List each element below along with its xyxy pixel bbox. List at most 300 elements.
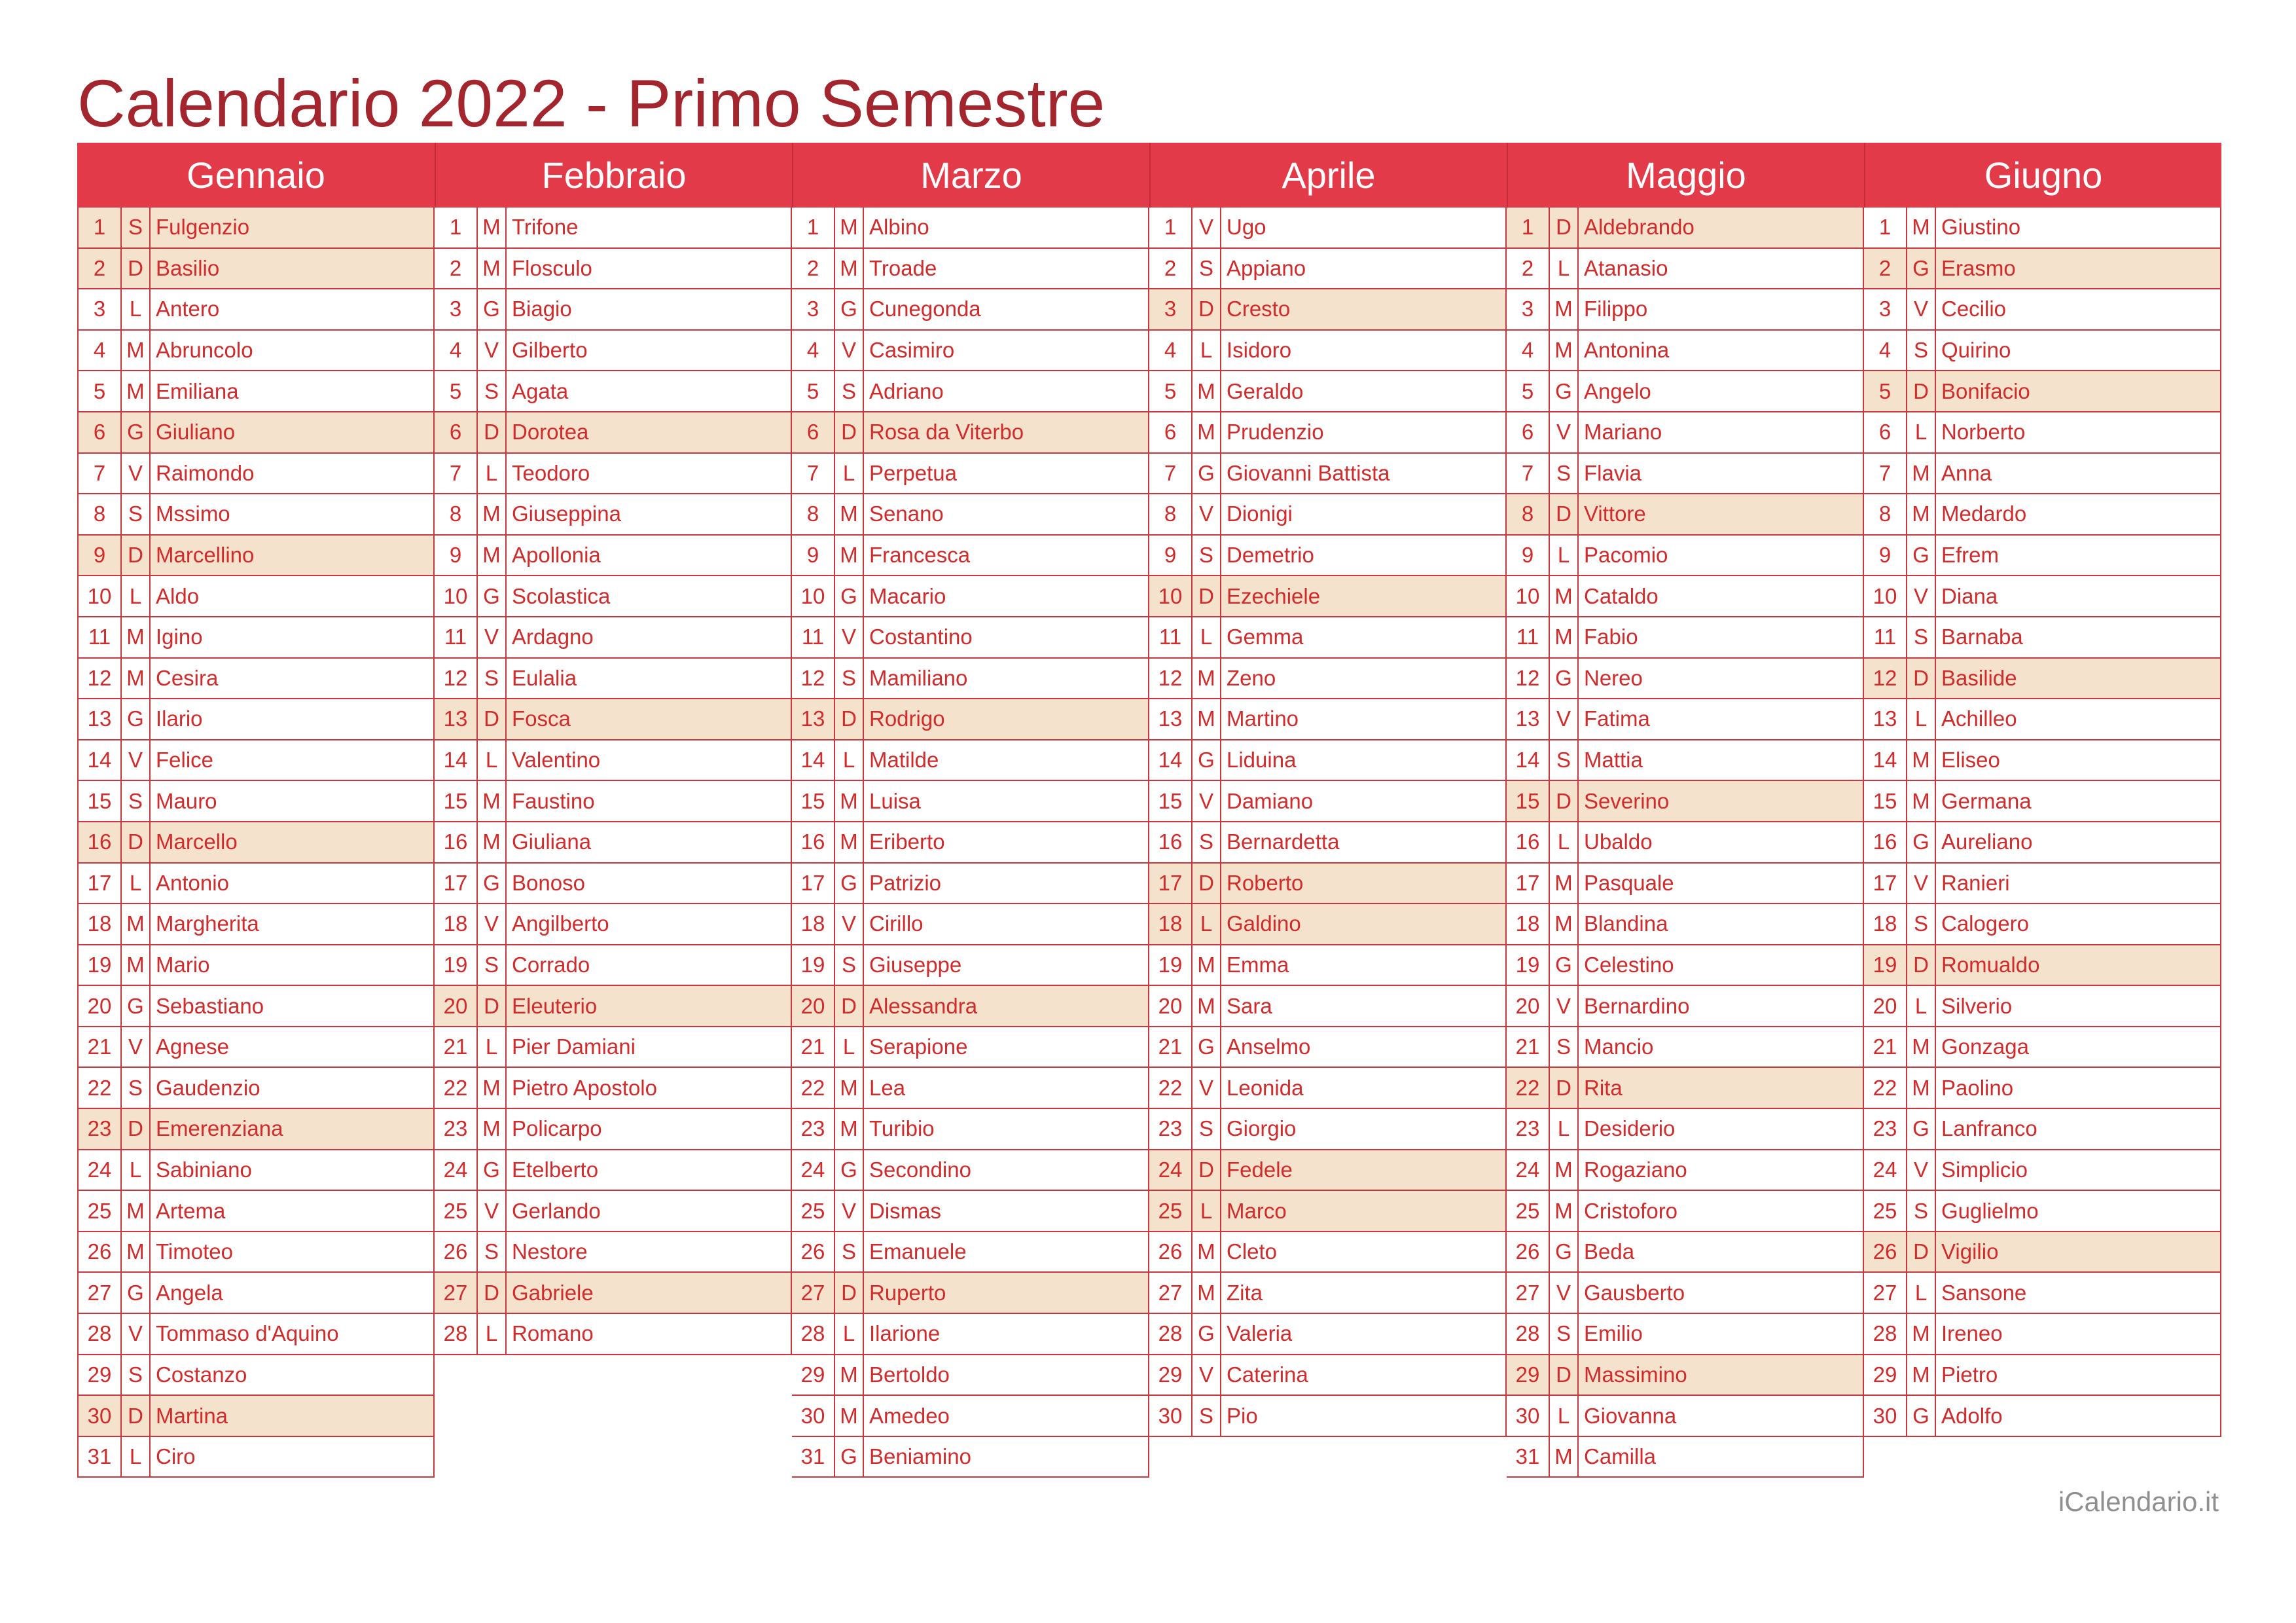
weekday-letter: D xyxy=(122,1396,151,1436)
day-row xyxy=(792,576,1149,617)
weekday-letter: G xyxy=(1907,1396,1936,1436)
weekday-letter: M xyxy=(1193,986,1221,1026)
weekday-letter: M xyxy=(1907,1068,1936,1108)
weekday-letter: S xyxy=(478,371,507,411)
weekday-letter: D xyxy=(478,986,507,1026)
weekday-letter: M xyxy=(478,536,507,575)
weekday-letter: D xyxy=(122,822,151,862)
month-column xyxy=(792,143,1149,1478)
day-number: 19 xyxy=(1507,945,1550,985)
saint-name: Artema xyxy=(156,1198,226,1223)
day-row xyxy=(792,454,1149,495)
day-row xyxy=(1864,699,2221,740)
weekday-letter: V xyxy=(1550,1273,1579,1313)
day-row xyxy=(792,986,1149,1027)
weekday-letter: M xyxy=(835,822,864,862)
saint-name: Fulgenzio xyxy=(156,215,250,240)
day-number: 4 xyxy=(435,331,478,371)
weekday-letter: L xyxy=(835,454,864,494)
weekday-letter: M xyxy=(122,617,151,657)
saint-name: Appiano xyxy=(1227,255,1306,280)
day-row xyxy=(1507,331,1864,372)
saint-name: Beda xyxy=(1584,1239,1635,1264)
saint-name: Barnaba xyxy=(1941,625,2023,649)
saint-name: Corrado xyxy=(512,952,590,977)
saint-name: Costanzo xyxy=(156,1362,247,1387)
saint-name: Marco xyxy=(1227,1198,1287,1223)
day-number: 15 xyxy=(1149,781,1193,821)
day-row xyxy=(77,289,435,331)
weekday-letter: G xyxy=(1193,454,1221,494)
weekday-letter: L xyxy=(478,454,507,494)
weekday-letter: M xyxy=(1550,904,1579,944)
day-row xyxy=(1864,740,2221,782)
day-row xyxy=(1507,371,1864,412)
saint-name: Beniamino xyxy=(869,1444,971,1469)
day-number: 19 xyxy=(435,945,478,985)
day-number: 6 xyxy=(792,412,835,452)
month-column xyxy=(1507,143,1864,1478)
saint-name: Pio xyxy=(1227,1403,1258,1428)
day-number: 2 xyxy=(1507,249,1550,289)
weekday-letter: G xyxy=(1907,249,1936,289)
weekday-letter: M xyxy=(835,494,864,534)
saint-name: Macario xyxy=(869,583,946,608)
day-number: 14 xyxy=(1149,740,1193,780)
day-row xyxy=(1507,1396,1864,1437)
weekday-letter: V xyxy=(1193,1355,1221,1395)
day-number: 5 xyxy=(1507,371,1550,411)
day-number: 22 xyxy=(1507,1068,1550,1108)
saint-name: Agata xyxy=(512,378,569,403)
day-number: 2 xyxy=(435,249,478,289)
saint-name: Erasmo xyxy=(1941,255,2016,280)
day-number: 8 xyxy=(435,494,478,534)
weekday-letter: M xyxy=(1550,1150,1579,1190)
weekday-letter: L xyxy=(1550,822,1579,862)
saint-name: Marcellino xyxy=(156,543,255,568)
weekday-letter: G xyxy=(835,576,864,616)
weekday-letter: M xyxy=(478,494,507,534)
saint-name: Antero xyxy=(156,297,220,321)
day-row xyxy=(1149,1027,1507,1068)
day-number: 23 xyxy=(435,1109,478,1149)
day-row xyxy=(1149,617,1507,659)
saint-name: Nereo xyxy=(1584,665,1643,690)
day-number: 1 xyxy=(792,208,835,247)
day-number: 30 xyxy=(1507,1396,1550,1436)
weekday-letter: M xyxy=(1907,494,1936,534)
day-number: 27 xyxy=(435,1273,478,1313)
day-row xyxy=(77,412,435,454)
day-row xyxy=(792,1109,1149,1150)
day-row xyxy=(77,1273,435,1314)
day-row xyxy=(1864,1068,2221,1109)
saint-name: Giorgio xyxy=(1227,1116,1297,1141)
weekday-letter: M xyxy=(122,1232,151,1272)
day-number: 15 xyxy=(1507,781,1550,821)
day-row xyxy=(1507,536,1864,577)
saint-name: Quirino xyxy=(1941,338,2011,363)
day-row xyxy=(792,945,1149,987)
weekday-letter: V xyxy=(1193,781,1221,821)
day-row xyxy=(1507,945,1864,987)
day-row xyxy=(435,331,792,372)
saint-name: Valentino xyxy=(512,748,601,773)
day-row xyxy=(792,1314,1149,1355)
day-row xyxy=(792,289,1149,331)
weekday-letter: M xyxy=(1550,576,1579,616)
day-row xyxy=(1507,208,1864,249)
day-row xyxy=(1864,1355,2221,1396)
weekday-letter: M xyxy=(1550,617,1579,657)
weekday-letter: M xyxy=(122,1191,151,1231)
day-row xyxy=(1507,1314,1864,1355)
day-row xyxy=(792,699,1149,740)
day-row xyxy=(1864,1314,2221,1355)
weekday-letter: M xyxy=(1907,781,1936,821)
weekday-letter: M xyxy=(478,1068,507,1108)
day-row xyxy=(1149,454,1507,495)
day-row xyxy=(77,536,435,577)
saint-name: Sabiniano xyxy=(156,1157,252,1182)
day-number: 17 xyxy=(1864,864,1907,903)
day-number: 12 xyxy=(1149,659,1193,699)
day-row xyxy=(1507,617,1864,659)
saint-name: Pier Damiani xyxy=(512,1034,636,1059)
saint-name: Ciro xyxy=(156,1444,196,1469)
day-row xyxy=(1149,1109,1507,1150)
weekday-letter: S xyxy=(1550,1314,1579,1354)
day-row xyxy=(1507,1109,1864,1150)
weekday-letter: V xyxy=(122,740,151,780)
saint-name: Margherita xyxy=(156,911,259,936)
day-row xyxy=(77,208,435,249)
saint-name: Pietro xyxy=(1941,1362,1998,1387)
month-header: Maggio xyxy=(1507,143,1864,208)
day-number: 11 xyxy=(1864,617,1907,657)
saint-name: Zeno xyxy=(1227,665,1276,690)
weekday-letter: G xyxy=(1550,371,1579,411)
day-row xyxy=(435,454,792,495)
day-number: 19 xyxy=(1149,945,1193,985)
day-number: 8 xyxy=(79,494,122,534)
day-row xyxy=(77,576,435,617)
saint-name: Dorotea xyxy=(512,420,589,445)
day-number: 25 xyxy=(1507,1191,1550,1231)
saint-name: Roberto xyxy=(1227,870,1304,895)
weekday-letter: L xyxy=(122,576,151,616)
weekday-letter: V xyxy=(835,331,864,371)
weekday-letter: V xyxy=(1193,1068,1221,1108)
day-row xyxy=(1149,1396,1507,1437)
weekday-letter: S xyxy=(1193,1396,1221,1436)
day-number: 3 xyxy=(792,289,835,329)
day-number: 10 xyxy=(435,576,478,616)
day-number: 28 xyxy=(1864,1314,1907,1354)
day-number: 7 xyxy=(79,454,122,494)
day-row xyxy=(1507,781,1864,822)
saint-name: Felice xyxy=(156,748,214,773)
day-number: 11 xyxy=(1149,617,1193,657)
saint-name: Blandina xyxy=(1584,911,1668,936)
weekday-letter: M xyxy=(122,371,151,411)
saint-name: Trifone xyxy=(512,215,579,240)
day-row xyxy=(792,208,1149,249)
weekday-letter: S xyxy=(1907,617,1936,657)
saint-name: Giovanni Battista xyxy=(1227,460,1390,485)
saint-name: Giuseppe xyxy=(869,952,962,977)
weekday-letter: M xyxy=(478,249,507,289)
day-number: 20 xyxy=(79,986,122,1026)
day-number: 2 xyxy=(792,249,835,289)
day-number: 16 xyxy=(1507,822,1550,862)
month-header: Febbraio xyxy=(435,143,792,208)
day-number: 28 xyxy=(79,1314,122,1354)
day-row xyxy=(77,1109,435,1150)
weekday-letter: S xyxy=(835,945,864,985)
day-row xyxy=(435,1273,792,1314)
day-number: 30 xyxy=(1864,1396,1907,1436)
saint-name: Dismas xyxy=(869,1198,942,1223)
weekday-letter: V xyxy=(478,1191,507,1231)
day-number: 16 xyxy=(792,822,835,862)
day-number: 27 xyxy=(79,1273,122,1313)
day-row xyxy=(1507,1068,1864,1109)
day-number: 31 xyxy=(79,1437,122,1477)
weekday-letter: G xyxy=(1550,659,1579,699)
saint-name: Mario xyxy=(156,952,210,977)
saint-name: Ilario xyxy=(156,706,203,731)
month-column xyxy=(1864,143,2221,1437)
weekday-letter: L xyxy=(122,864,151,903)
weekday-letter: L xyxy=(122,1437,151,1477)
day-row xyxy=(1149,576,1507,617)
day-number: 20 xyxy=(1864,986,1907,1026)
day-row xyxy=(77,617,435,659)
saint-name: Adolfo xyxy=(1941,1403,2003,1428)
day-number: 25 xyxy=(1864,1191,1907,1231)
saint-name: Basilio xyxy=(156,255,220,280)
day-row xyxy=(1864,864,2221,905)
day-row xyxy=(77,822,435,864)
saint-name: Efrem xyxy=(1941,543,2000,568)
day-row xyxy=(1149,1232,1507,1273)
weekday-letter: V xyxy=(1550,986,1579,1026)
weekday-letter: G xyxy=(1907,822,1936,862)
saint-name: Caterina xyxy=(1227,1362,1308,1387)
day-row xyxy=(435,289,792,331)
saint-name: Nestore xyxy=(512,1239,588,1264)
saint-name: Emma xyxy=(1227,952,1289,977)
day-row xyxy=(1149,1314,1507,1355)
saint-name: Emerenziana xyxy=(156,1116,283,1141)
day-row xyxy=(1149,822,1507,864)
weekday-letter: V xyxy=(835,1191,864,1231)
saint-name: Ubaldo xyxy=(1584,830,1653,854)
day-number: 27 xyxy=(1864,1273,1907,1313)
weekday-letter: D xyxy=(1193,864,1221,903)
day-row xyxy=(77,1232,435,1273)
saint-name: Biagio xyxy=(512,297,572,321)
saint-name: Serapione xyxy=(869,1034,968,1059)
day-number: 20 xyxy=(1507,986,1550,1026)
saint-name: Angelo xyxy=(1584,378,1651,403)
day-row xyxy=(792,617,1149,659)
weekday-letter: M xyxy=(1550,289,1579,329)
saint-name: Vigilio xyxy=(1941,1239,1999,1264)
saint-name: Ardagno xyxy=(512,625,594,649)
weekday-letter: S xyxy=(1907,904,1936,944)
day-row xyxy=(1864,249,2221,290)
day-number: 9 xyxy=(1149,536,1193,575)
weekday-letter: G xyxy=(1907,536,1936,575)
weekday-letter: V xyxy=(122,454,151,494)
day-number: 3 xyxy=(1149,289,1193,329)
saint-name: Antonina xyxy=(1584,338,1670,363)
saint-name: Agnese xyxy=(156,1034,229,1059)
day-number: 17 xyxy=(79,864,122,903)
weekday-letter: G xyxy=(835,289,864,329)
day-number: 13 xyxy=(79,699,122,739)
day-list xyxy=(1149,208,1507,1437)
weekday-letter: S xyxy=(122,781,151,821)
saint-name: Isidoro xyxy=(1227,338,1292,363)
weekday-letter: M xyxy=(1907,1355,1936,1395)
saint-name: Abruncolo xyxy=(156,338,253,363)
weekday-letter: D xyxy=(1907,659,1936,699)
weekday-letter: L xyxy=(1550,249,1579,289)
day-row xyxy=(435,412,792,454)
saint-name: Medardo xyxy=(1941,501,2027,526)
weekday-letter: G xyxy=(835,1437,864,1477)
day-row xyxy=(1507,1232,1864,1273)
saint-name: Cataldo xyxy=(1584,583,1659,608)
day-number: 17 xyxy=(1507,864,1550,903)
saint-name: Teodoro xyxy=(512,460,590,485)
day-number: 16 xyxy=(1864,822,1907,862)
day-number: 18 xyxy=(792,904,835,944)
saint-name: Basilide xyxy=(1941,665,2017,690)
saint-name: Anna xyxy=(1941,460,1992,485)
day-number: 9 xyxy=(792,536,835,575)
day-row xyxy=(1864,822,2221,864)
weekday-letter: M xyxy=(1550,1437,1579,1477)
day-row xyxy=(1864,1273,2221,1314)
saint-name: Cecilio xyxy=(1941,297,2007,321)
day-row xyxy=(1149,1191,1507,1232)
saint-name: Gabriele xyxy=(512,1280,594,1305)
day-number: 3 xyxy=(1864,289,1907,329)
weekday-letter: M xyxy=(1193,1273,1221,1313)
day-number: 15 xyxy=(792,781,835,821)
weekday-letter: M xyxy=(835,1355,864,1395)
day-number: 8 xyxy=(1149,494,1193,534)
day-number: 23 xyxy=(1864,1109,1907,1149)
day-row xyxy=(77,945,435,987)
day-number: 7 xyxy=(435,454,478,494)
month-header: Giugno xyxy=(1864,143,2221,208)
saint-name: Cirillo xyxy=(869,911,924,936)
day-row xyxy=(435,945,792,987)
day-row xyxy=(1149,781,1507,822)
saint-name: Vittore xyxy=(1584,501,1646,526)
weekday-letter: D xyxy=(1550,208,1579,247)
day-row xyxy=(792,536,1149,577)
day-number: 1 xyxy=(1149,208,1193,247)
day-number: 20 xyxy=(1149,986,1193,1026)
saint-name: Francesca xyxy=(869,543,971,568)
saint-name: Desiderio xyxy=(1584,1116,1676,1141)
day-row xyxy=(77,371,435,412)
day-number: 25 xyxy=(1149,1191,1193,1231)
day-row xyxy=(77,454,435,495)
weekday-letter: G xyxy=(478,576,507,616)
day-row xyxy=(77,1314,435,1355)
day-number: 25 xyxy=(792,1191,835,1231)
day-row xyxy=(1149,536,1507,577)
saint-name: Valeria xyxy=(1227,1321,1293,1346)
saint-name: Troade xyxy=(869,255,937,280)
weekday-letter: D xyxy=(478,699,507,739)
day-row xyxy=(792,864,1149,905)
day-number: 18 xyxy=(1507,904,1550,944)
saint-name: Cristoforo xyxy=(1584,1198,1678,1223)
weekday-letter: L xyxy=(835,1027,864,1067)
weekday-letter: D xyxy=(835,699,864,739)
day-row xyxy=(435,371,792,412)
day-row xyxy=(1864,1191,2221,1232)
weekday-letter: S xyxy=(1193,1109,1221,1149)
weekday-letter: G xyxy=(122,699,151,739)
saint-name: Gonzaga xyxy=(1941,1034,2029,1059)
day-number: 5 xyxy=(1149,371,1193,411)
weekday-letter: S xyxy=(1550,740,1579,780)
weekday-letter: S xyxy=(1550,454,1579,494)
day-row xyxy=(77,1191,435,1232)
weekday-letter: L xyxy=(1907,1273,1936,1313)
saint-name: Alessandra xyxy=(869,993,978,1018)
day-number: 14 xyxy=(1507,740,1550,780)
day-number: 23 xyxy=(792,1109,835,1149)
day-row xyxy=(1864,576,2221,617)
day-row xyxy=(1507,1027,1864,1068)
saint-name: Sebastiano xyxy=(156,993,264,1018)
day-number: 28 xyxy=(1149,1314,1193,1354)
saint-name: Fosca xyxy=(512,706,571,731)
day-number: 8 xyxy=(792,494,835,534)
weekday-letter: V xyxy=(122,1314,151,1354)
saint-name: Bertoldo xyxy=(869,1362,950,1387)
day-row xyxy=(1864,289,2221,331)
weekday-letter: G xyxy=(1907,1109,1936,1149)
saint-name: Prudenzio xyxy=(1227,420,1324,445)
saint-name: Turibio xyxy=(869,1116,935,1141)
day-row xyxy=(1507,1273,1864,1314)
day-number: 9 xyxy=(435,536,478,575)
day-number: 6 xyxy=(79,412,122,452)
day-row xyxy=(435,576,792,617)
day-row xyxy=(435,986,792,1027)
saint-name: Romano xyxy=(512,1321,594,1346)
saint-name: Timoteo xyxy=(156,1239,233,1264)
weekday-letter: S xyxy=(1907,331,1936,371)
weekday-letter: D xyxy=(1193,1150,1221,1190)
weekday-letter: G xyxy=(1193,740,1221,780)
saint-name: Cunegonda xyxy=(869,297,981,321)
day-number: 13 xyxy=(1149,699,1193,739)
day-number: 14 xyxy=(1864,740,1907,780)
